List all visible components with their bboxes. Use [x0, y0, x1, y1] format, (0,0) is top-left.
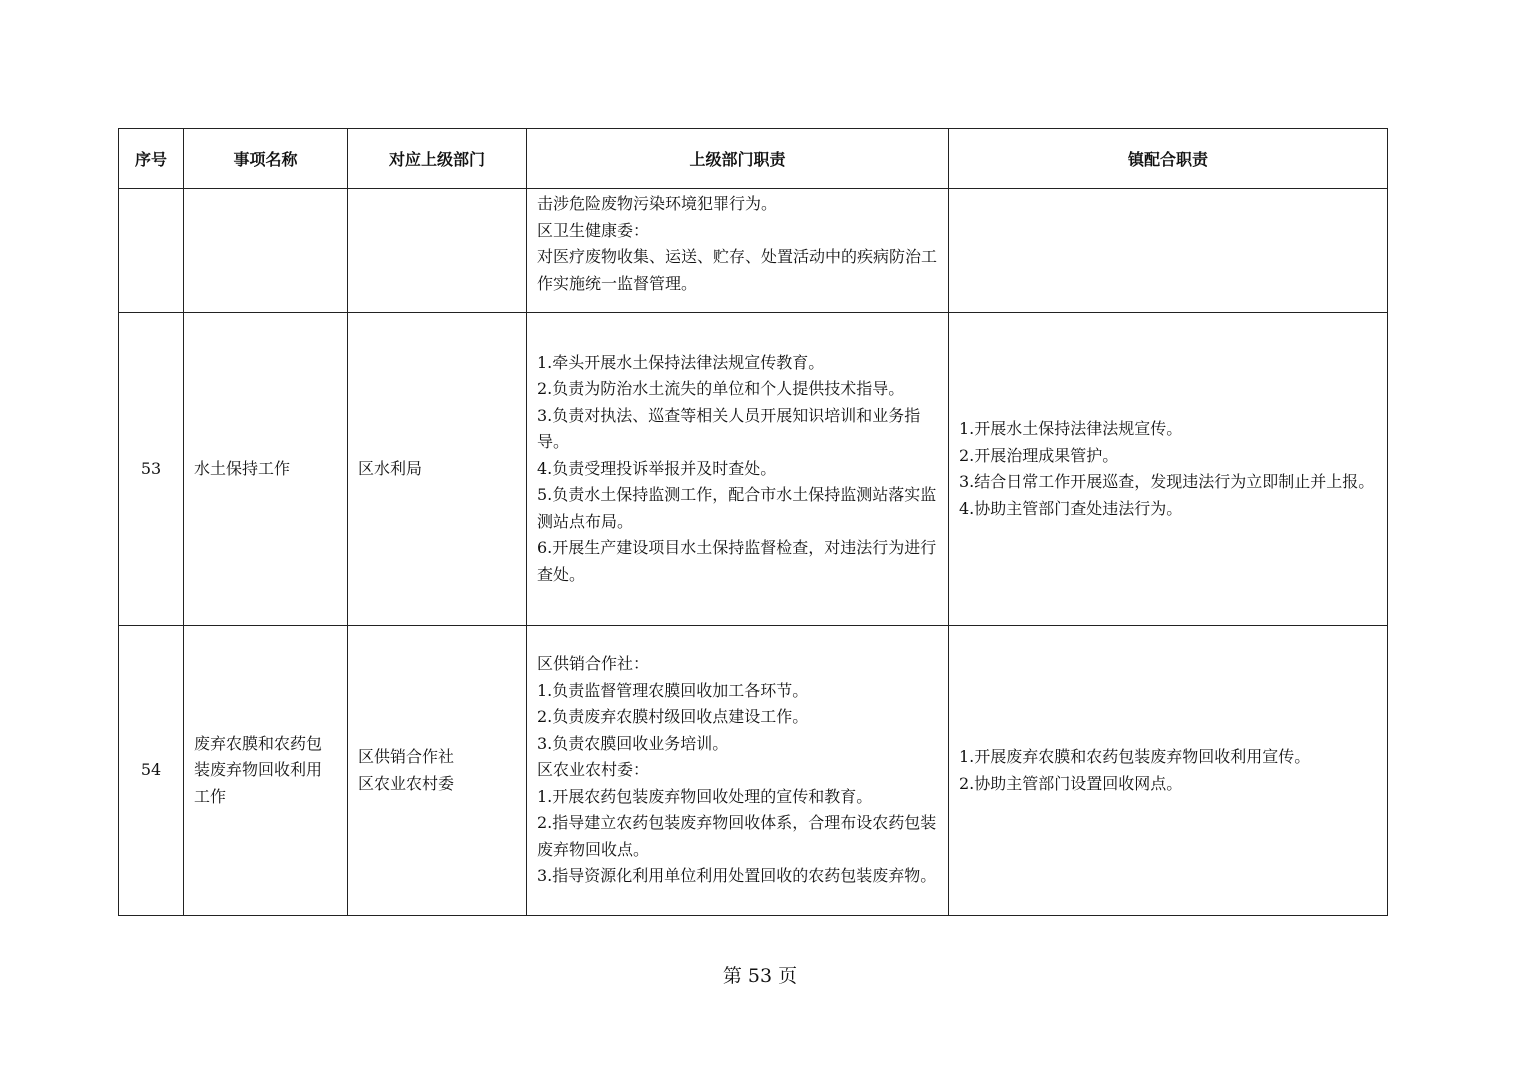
cell-no [119, 189, 184, 313]
cell-line: 3.结合日常工作开展巡查，发现违法行为立即制止并上报。 [959, 472, 1375, 491]
cell-line: 4.协助主管部门查处违法行为。 [959, 498, 1183, 518]
cell-line: 1.开展农药包装废弃物回收处理的宣传和教育。 [537, 786, 873, 806]
cell-line: 3.负责对执法、巡查等相关人员开展知识培训和业务指导。 [537, 405, 921, 452]
cell-line: 废弃农膜和农药包装废弃物回收利用工作 [194, 733, 323, 806]
cell-line: 4.负责受理投诉举报并及时查处。 [537, 458, 777, 478]
cell-item-name [184, 189, 348, 313]
header-no: 序号 [119, 129, 184, 189]
cell-upper-dept [348, 626, 527, 916]
cell-line: 区水利局 [358, 458, 423, 478]
cell-line: 6.开展生产建设项目水土保持监督检查，对违法行为进行查处。 [537, 538, 937, 584]
cell-item-name [184, 626, 348, 916]
cell-line: 1.牵头开展水土保持法律法规宣传教育。 [537, 352, 825, 372]
cell-upper-duty [527, 313, 949, 626]
cell-town-duty [949, 626, 1388, 916]
table-row [119, 626, 1388, 916]
cell-line: 3.负责农膜回收业务培训。 [537, 733, 729, 753]
page-number: 第 53 页 [722, 965, 798, 987]
cell-upper-duty [527, 189, 949, 313]
header-upper-dept: 对应上级部门 [348, 129, 527, 189]
cell-upper-dept [348, 189, 527, 313]
cell-line: 2.指导建立农药包装废弃物回收体系，合理布设农药包装废弃物回收点。 [537, 813, 937, 859]
cell-line: 区农业农村委 [358, 773, 455, 793]
cell-town-duty [949, 313, 1388, 626]
header-item-name: 事项名称 [184, 129, 348, 189]
cell-no: 54 [119, 626, 184, 916]
cell-upper-duty [527, 626, 949, 916]
cell-line: 水土保持工作 [194, 458, 291, 478]
table-row [119, 313, 1388, 626]
cell-upper-dept [348, 313, 527, 626]
cell-line: 区供销合作社 [358, 747, 455, 766]
table-header-row [119, 129, 1388, 189]
cell-line: 击涉危险废物污染环境犯罪行为。 [537, 194, 778, 213]
cell-line: 区农业农村委： [537, 760, 650, 780]
cell-town-duty [949, 189, 1388, 313]
cell-line: 1.负责监督管理农膜回收加工各环节。 [537, 680, 809, 700]
cell-line: 5.负责水土保持监测工作，配合市水土保持监测站落实监测站点布局。 [537, 485, 937, 531]
cell-line: 2.协助主管部门设置回收网点。 [959, 773, 1183, 793]
duty-table [118, 128, 1388, 916]
cell-line: 对医疗废物收集、运送、贮存、处置活动中的疾病防治工作实施统一监督管理。 [537, 247, 938, 293]
cell-line: 1.开展水土保持法律法规宣传。 [959, 419, 1183, 438]
cell-line: 1.开展废弃农膜和农药包装废弃物回收利用宣传。 [959, 747, 1311, 766]
cell-line: 2.负责为防治水土流失的单位和个人提供技术指导。 [537, 379, 905, 399]
cell-line: 2.开展治理成果管护。 [959, 445, 1119, 465]
table-row [119, 189, 1388, 313]
cell-line: 区卫生健康委： [537, 220, 650, 240]
cell-no: 53 [119, 313, 184, 626]
cell-line: 2.负责废弃农膜村级回收点建设工作。 [537, 707, 809, 727]
cell-line: 区供销合作社： [537, 654, 650, 674]
cell-line: 3.指导资源化利用单位利用处置回收的农药包装废弃物。 [537, 866, 937, 886]
header-town-duty: 镇配合职责 [949, 129, 1388, 189]
header-upper-duty: 上级部门职责 [527, 129, 949, 189]
cell-item-name [184, 313, 348, 626]
